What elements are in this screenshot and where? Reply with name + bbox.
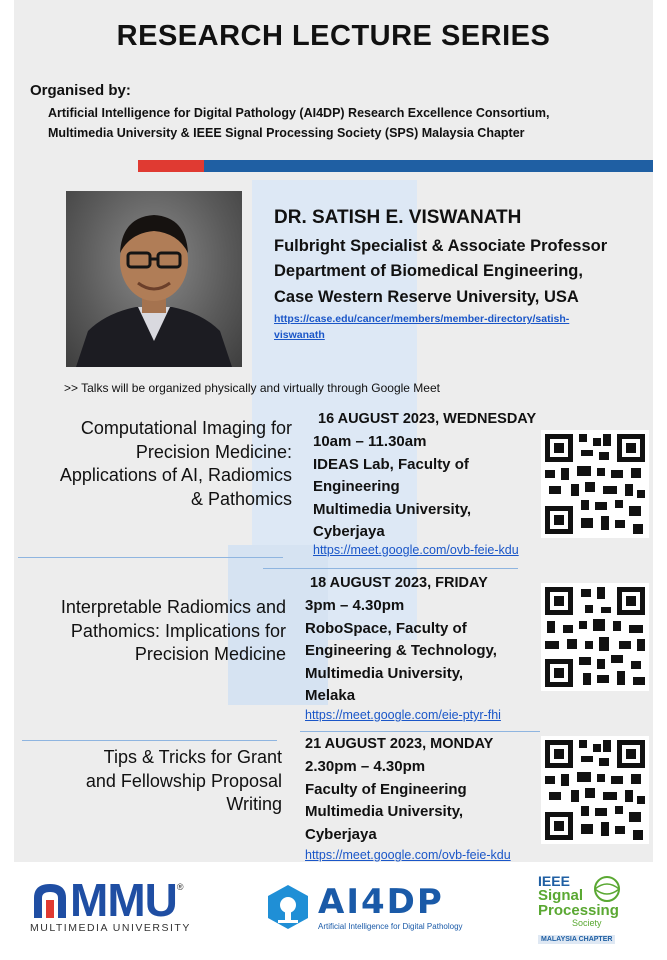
mmu-logo-subtitle: MULTIMEDIA UNIVERSITY [30,922,191,934]
meet-link[interactable]: https://meet.google.com/ovb-feie-kdu [305,848,511,862]
malaysia-chapter-badge: MALAYSIA CHAPTER [538,935,615,944]
talk-details: 2.30pm – 4.30pm Faculty of Engineering Multimedia University, Cyberjaya [305,758,467,843]
divider [263,568,518,569]
page-title: RESEARCH LECTURE SERIES [116,20,551,52]
speaker-photo [66,191,242,367]
speaker-university: Case Western Reserve University, USA [274,288,579,306]
talk-title: Computational Imaging for Precision Medicine: Applications of AI, Radiomics & Pathomics [59,418,292,509]
organised-label: Organised by: [30,82,131,99]
accent-bar-red [138,160,204,172]
speaker-role: Fulbright Specialist & Associate Professor [274,237,608,255]
talk-details: 10am – 11.30am IDEAS Lab, Faculty of Engineering Multimedia University, Cyberjaya [313,433,472,540]
organiser-line: Artificial Intelligence for Digital Pathology (AI4DP) Research Excellence Consortium, [48,106,550,120]
talk-title: Tips & Tricks for Grant and Fellowship Proposal Writing [85,747,282,814]
qr-code[interactable] [541,736,649,844]
qr-code-icon [541,736,649,844]
speaker-profile-link[interactable]: viswanath [274,329,325,341]
ai4dp-logo-text: AI4DP [318,882,444,922]
talk-details: 3pm – 4.30pm RoboSpace, Faculty of Engineering & Technology, Multimedia University, Melaka [305,597,497,704]
registered-mark: ® [176,882,184,892]
talk-date: 18 AUGUST 2023, FRIDAY [310,575,488,591]
ai4dp-logo-subtitle: Artificial Intelligence for Digital Pathology [318,922,463,931]
talk-date: 16 AUGUST 2023, WEDNESDAY [318,411,537,427]
ai4dp-logo [264,882,463,931]
talk-title: Interpretable Radiomics and Pathomics: Implications for Precision Medicine [60,597,286,664]
qr-code-icon [541,430,649,538]
talk-date: 21 AUGUST 2023, MONDAY [305,736,494,752]
qr-code-icon [541,583,649,691]
sps-text-signal: Signal [538,887,584,904]
qr-code[interactable] [541,583,649,691]
meet-link[interactable]: https://meet.google.com/ovb-feie-kdu [313,543,519,557]
globe-icon [592,874,622,904]
speaker-profile-link[interactable]: https://case.edu/cancer/members/member-directory/satish- [274,313,570,325]
mmu-logo-text: MMU [70,874,177,926]
mmu-logo [30,874,191,934]
divider [18,557,283,558]
organiser-line: Multimedia University & IEEE Signal Processing Society (SPS) Malaysia Chapter [48,126,525,140]
speaker-department: Department of Biomedical Engineering, [274,262,583,280]
divider [22,740,277,741]
ieee-text: IEEE [538,873,570,889]
divider [300,731,540,732]
microscope-hexagon-icon [264,883,312,931]
ieee-sps-logo [538,874,628,946]
sps-text-society: Society [572,918,602,928]
speaker-name: DR. SATISH E. VISWANATH [274,207,522,228]
meeting-note: >> Talks will be organized physically and virtually through Google Meet [64,381,440,395]
meet-link[interactable]: https://meet.google.com/eie-ptyr-fhi [305,708,501,722]
accent-bar-blue [204,160,653,172]
mmu-emblem-icon [30,878,70,922]
qr-code[interactable] [541,430,649,538]
sps-text-processing: Processing [538,902,619,919]
